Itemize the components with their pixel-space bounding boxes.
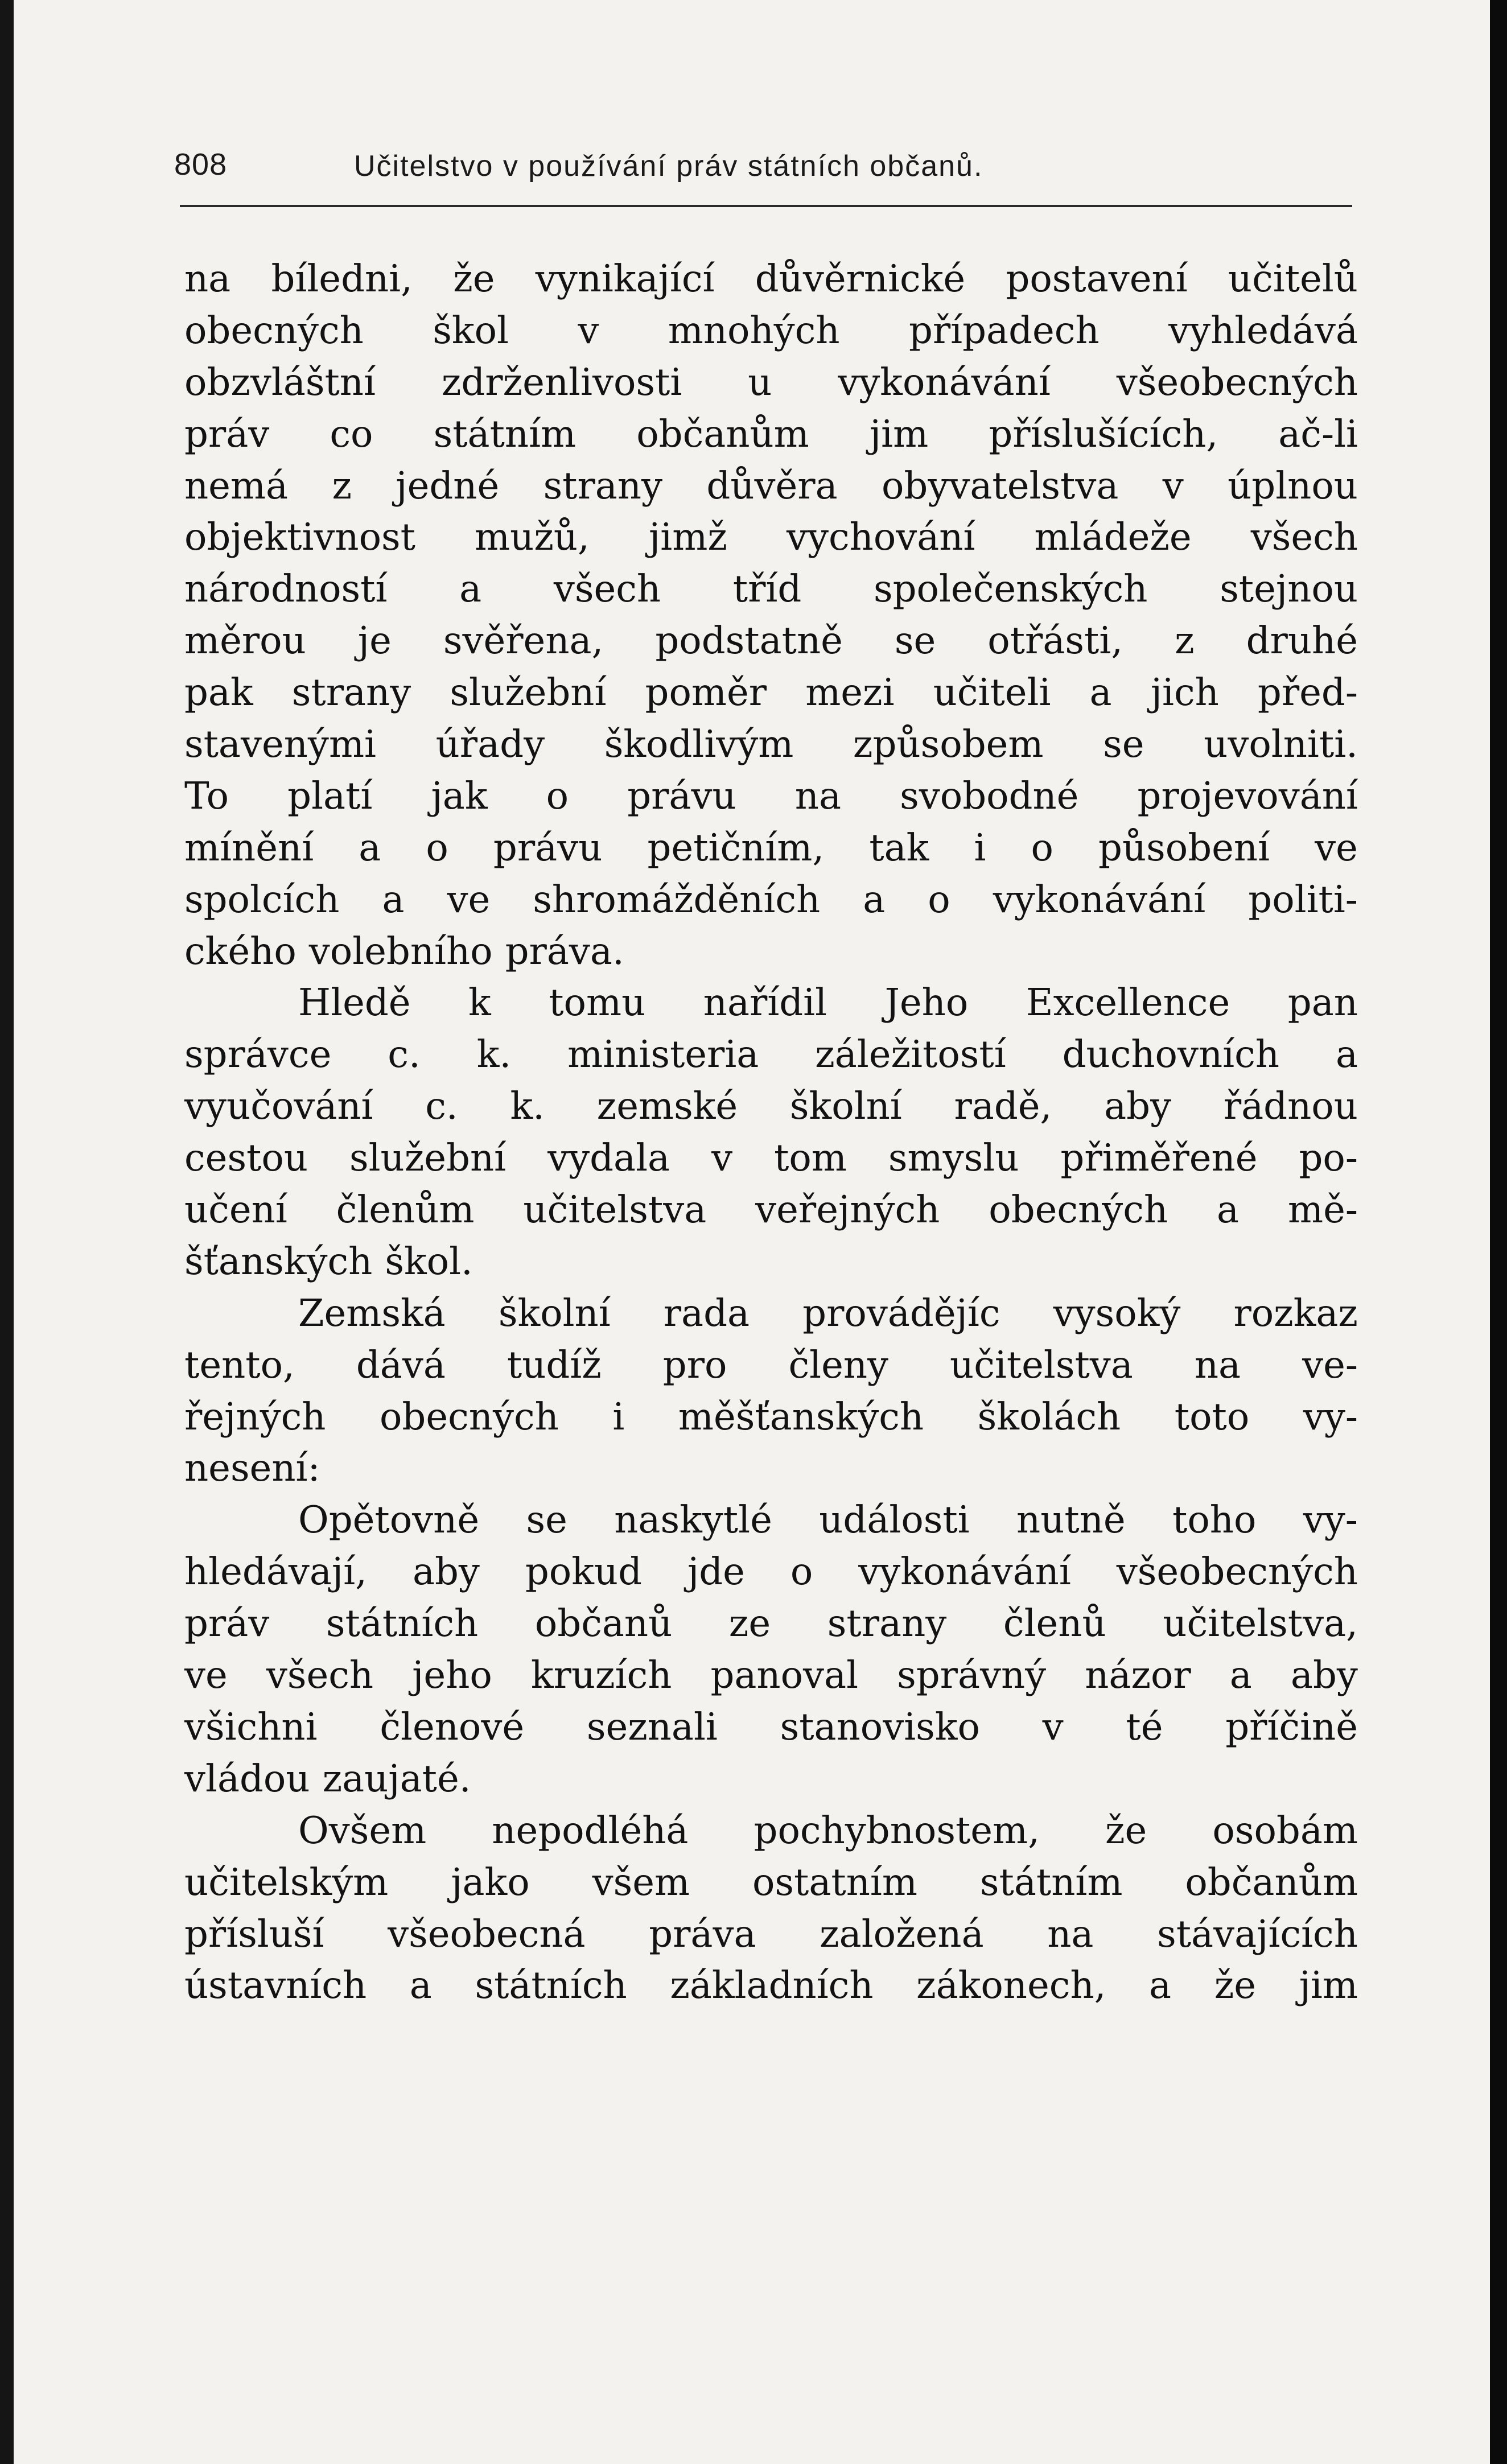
body-text: [184, 253, 1358, 2012]
text-line: tento, dává tudíž pro členy učitelstva na ve-: [184, 1343, 1358, 1387]
text-line: mínění a o právu petičním, tak i o působení ve: [184, 826, 1358, 870]
header-rule: [180, 205, 1352, 207]
text-line: řejných obecných i měšťanských školách toto vy-: [184, 1395, 1358, 1439]
text-line: obzvláštní zdrženlivosti u vykonávání všeobecných: [184, 360, 1358, 404]
text-line: pak strany služební poměr mezi učiteli a jich před-: [184, 671, 1358, 715]
text-line: národností a všech tříd společenských stejnou: [184, 567, 1358, 611]
text-line: správce c. k. ministeria záležitostí duchovních a: [184, 1033, 1358, 1077]
text-line: nemá z jedné strany důvěra obyvatelstva v úplnou: [184, 464, 1358, 508]
text-line: všichni členové seznali stanovisko v té příčině: [184, 1705, 1358, 1749]
text-line: měrou je svěřena, podstatně se otřásti, z druhé: [184, 619, 1358, 663]
text-line: To platí jak o právu na svobodné projevování: [184, 774, 1358, 818]
text-line: přísluší všeobecná práva založená na stávajících: [184, 1912, 1358, 1956]
book-page: [14, 0, 1491, 2464]
text-line: hledávají, aby pokud jde o vykonávání všeobecných: [184, 1550, 1358, 1594]
text-line: šťanských škol.: [184, 1239, 473, 1283]
text-line: obecných škol v mnohých případech vyhledává: [184, 308, 1358, 352]
scan-right-edge: [1490, 0, 1507, 2464]
paragraph: [184, 1494, 1358, 1804]
text-line: vládou zaujaté.: [184, 1757, 471, 1800]
text-line: ústavních a státních základních zákonech, a že jim: [184, 1964, 1358, 2008]
text-line: Ovšem nepodléhá pochybnostem, že osobám: [298, 1808, 1358, 1852]
text-line: učitelským jako všem ostatním státním občanům: [184, 1860, 1358, 1904]
paragraph: [184, 977, 1358, 1287]
text-line: ckého volebního práva.: [184, 929, 624, 973]
text-line: vyučování c. k. zemské školní radě, aby řádnou: [184, 1085, 1358, 1128]
text-line: práv státních občanů ze strany členů učitelstva,: [184, 1602, 1358, 1646]
text-line: Opětovně se naskytlé události nutně toho vy-: [298, 1498, 1358, 1542]
text-line: nesení:: [184, 1447, 320, 1490]
running-head: Učitelstvo v používání práv státních občanů.: [354, 150, 983, 183]
paragraph: [184, 1288, 1358, 1495]
paragraph: [184, 253, 1358, 977]
text-line: cestou služební vydala v tom smyslu přiměřené po-: [184, 1136, 1358, 1180]
text-line: na bíledni, že vynikající důvěrnické postavení učitelů: [184, 257, 1358, 300]
text-line: stavenými úřady škodlivým způsobem se uvolniti.: [184, 723, 1358, 767]
text-line: učení členům učitelstva veřejných obecných a mě-: [184, 1188, 1358, 1232]
text-line: Zemská školní rada provádějíc vysoký rozkaz: [298, 1291, 1358, 1335]
text-line: ve všech jeho kruzích panoval správný názor a aby: [184, 1654, 1358, 1697]
paragraph: [184, 1805, 1358, 2012]
text-line: práv co státním občanům jim příslušících, ač-li: [184, 412, 1358, 456]
text-line: objektivnost mužů, jimž vychování mládeže všech: [184, 516, 1358, 559]
text-line: Hledě k tomu nařídil Jeho Excellence pan: [298, 981, 1358, 1025]
page-number: 808: [174, 147, 228, 182]
text-line: spolcích a ve shromážděních a o vykonávání politi-: [184, 877, 1358, 921]
page-header: [174, 147, 1358, 187]
scan-left-edge: [0, 0, 14, 2464]
